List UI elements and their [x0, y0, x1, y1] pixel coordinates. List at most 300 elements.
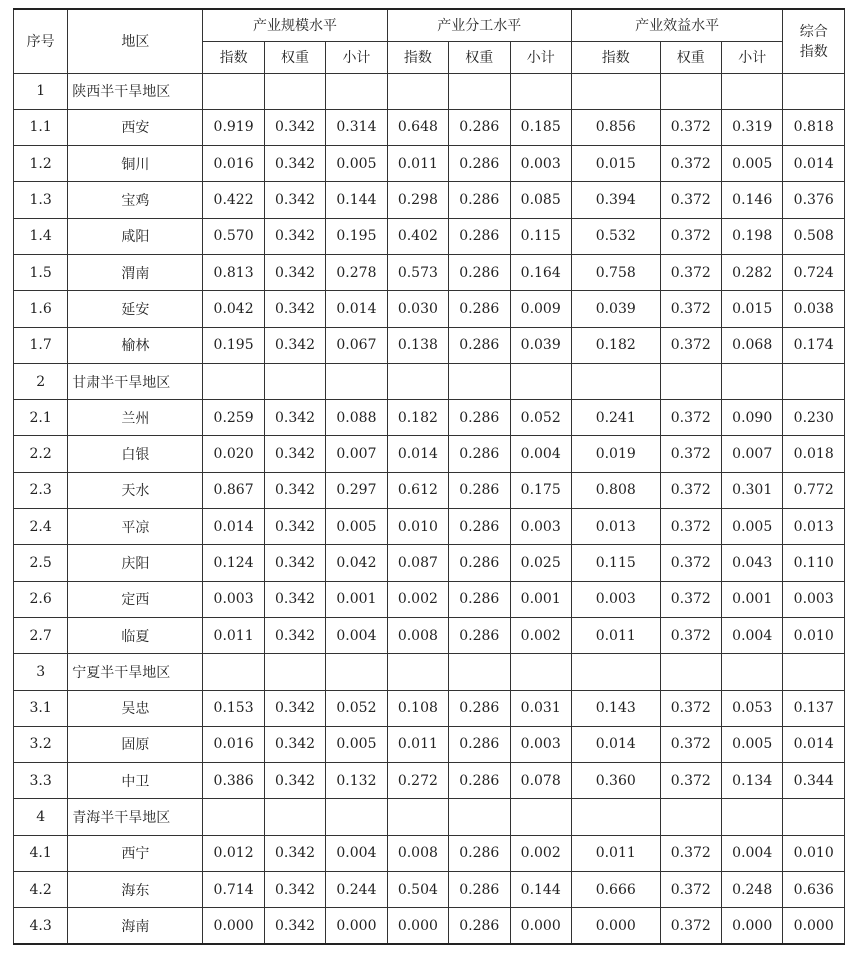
empty-cell — [264, 363, 325, 399]
city-name: 宝鸡 — [68, 182, 203, 218]
value-cell: 0.504 — [387, 872, 448, 908]
value-cell: 0.182 — [387, 400, 448, 436]
value-cell: 0.015 — [722, 291, 783, 327]
value-cell: 0.001 — [326, 581, 387, 617]
row-seq: 4.2 — [14, 872, 68, 908]
value-cell: 0.005 — [722, 726, 783, 762]
region-row — [14, 73, 845, 109]
value-cell: 0.124 — [203, 545, 264, 581]
value-cell: 0.000 — [203, 908, 264, 944]
row-seq: 3 — [14, 654, 68, 690]
value-cell: 0.342 — [264, 545, 325, 581]
table-row — [14, 835, 845, 871]
value-cell: 0.005 — [326, 146, 387, 182]
value-cell: 0.612 — [387, 472, 448, 508]
value-cell: 0.088 — [326, 400, 387, 436]
value-cell: 0.008 — [387, 617, 448, 653]
value-cell: 0.004 — [722, 835, 783, 871]
city-name: 中卫 — [68, 763, 203, 799]
value-cell: 0.067 — [326, 327, 387, 363]
value-cell: 0.011 — [571, 617, 660, 653]
value-cell: 0.007 — [722, 436, 783, 472]
city-name: 吴忠 — [68, 690, 203, 726]
value-cell: 0.039 — [510, 327, 571, 363]
value-cell: 0.003 — [510, 509, 571, 545]
value-cell: 0.272 — [387, 763, 448, 799]
value-cell: 0.115 — [510, 218, 571, 254]
row-seq: 1.6 — [14, 291, 68, 327]
value-cell: 0.010 — [783, 617, 845, 653]
city-name: 平凉 — [68, 509, 203, 545]
empty-cell — [571, 654, 660, 690]
header-group-division: 产业分工水平 — [387, 9, 571, 41]
empty-cell — [264, 654, 325, 690]
subheader-subtotal: 小计 — [722, 41, 783, 73]
table-row — [14, 254, 845, 290]
header-composite-line1: 综合 — [799, 24, 828, 41]
value-cell: 0.286 — [449, 690, 510, 726]
value-cell: 0.286 — [449, 908, 510, 944]
value-cell: 0.259 — [203, 400, 264, 436]
empty-cell — [660, 654, 721, 690]
empty-cell — [203, 73, 264, 109]
value-cell: 0.342 — [264, 291, 325, 327]
value-cell: 0.013 — [783, 509, 845, 545]
value-cell: 0.038 — [783, 291, 845, 327]
value-cell: 0.666 — [571, 872, 660, 908]
value-cell: 0.570 — [203, 218, 264, 254]
value-cell: 0.286 — [449, 509, 510, 545]
value-cell: 0.007 — [326, 436, 387, 472]
empty-cell — [387, 73, 448, 109]
value-cell: 0.043 — [722, 545, 783, 581]
value-cell: 0.012 — [203, 835, 264, 871]
header-group-scale: 产业规模水平 — [203, 9, 387, 41]
value-cell: 0.003 — [203, 581, 264, 617]
empty-cell — [722, 654, 783, 690]
row-seq: 4.3 — [14, 908, 68, 944]
value-cell: 0.002 — [387, 581, 448, 617]
value-cell: 0.286 — [449, 400, 510, 436]
value-cell: 0.724 — [783, 254, 845, 290]
value-cell: 0.000 — [722, 908, 783, 944]
value-cell: 0.011 — [203, 617, 264, 653]
value-cell: 0.182 — [571, 327, 660, 363]
value-cell: 0.342 — [264, 218, 325, 254]
value-cell: 0.248 — [722, 872, 783, 908]
value-cell: 0.004 — [722, 617, 783, 653]
value-cell: 0.508 — [783, 218, 845, 254]
value-cell: 0.372 — [660, 146, 721, 182]
row-seq: 4.1 — [14, 835, 68, 871]
empty-cell — [510, 654, 571, 690]
value-cell: 0.286 — [449, 218, 510, 254]
empty-cell — [449, 363, 510, 399]
empty-cell — [449, 799, 510, 835]
value-cell: 0.011 — [387, 146, 448, 182]
value-cell: 0.005 — [722, 509, 783, 545]
table-row — [14, 908, 845, 944]
row-seq: 2.1 — [14, 400, 68, 436]
row-seq: 3.2 — [14, 726, 68, 762]
value-cell: 0.078 — [510, 763, 571, 799]
row-seq: 1.4 — [14, 218, 68, 254]
value-cell: 0.108 — [387, 690, 448, 726]
value-cell: 0.134 — [722, 763, 783, 799]
value-cell: 0.342 — [264, 436, 325, 472]
value-cell: 0.146 — [722, 182, 783, 218]
table-row — [14, 690, 845, 726]
value-cell: 0.144 — [510, 872, 571, 908]
value-cell: 0.342 — [264, 872, 325, 908]
value-cell: 0.372 — [660, 182, 721, 218]
value-cell: 0.372 — [660, 254, 721, 290]
empty-cell — [326, 799, 387, 835]
value-cell: 0.344 — [783, 763, 845, 799]
value-cell: 0.286 — [449, 617, 510, 653]
value-cell: 0.004 — [510, 436, 571, 472]
table-row — [14, 763, 845, 799]
data-table — [13, 8, 845, 945]
value-cell: 0.018 — [783, 436, 845, 472]
value-cell: 0.000 — [510, 908, 571, 944]
empty-cell — [783, 799, 845, 835]
table-row — [14, 182, 845, 218]
value-cell: 0.090 — [722, 400, 783, 436]
table-row — [14, 146, 845, 182]
value-cell: 0.153 — [203, 690, 264, 726]
value-cell: 0.002 — [510, 835, 571, 871]
value-cell: 0.030 — [387, 291, 448, 327]
table-body — [14, 73, 845, 944]
empty-cell — [783, 73, 845, 109]
region-name: 青海半干旱地区 — [68, 799, 203, 835]
value-cell: 0.003 — [510, 726, 571, 762]
empty-cell — [783, 363, 845, 399]
value-cell: 0.342 — [264, 726, 325, 762]
value-cell: 0.372 — [660, 109, 721, 145]
table-header — [14, 9, 845, 73]
empty-cell — [387, 799, 448, 835]
value-cell: 0.014 — [571, 726, 660, 762]
value-cell: 0.000 — [783, 908, 845, 944]
value-cell: 0.286 — [449, 726, 510, 762]
table-row — [14, 472, 845, 508]
value-cell: 0.342 — [264, 146, 325, 182]
header-seq: 序号 — [14, 9, 68, 73]
empty-cell — [326, 73, 387, 109]
empty-cell — [449, 654, 510, 690]
city-name: 定西 — [68, 581, 203, 617]
value-cell: 0.039 — [571, 291, 660, 327]
value-cell: 0.004 — [326, 617, 387, 653]
row-seq: 1.7 — [14, 327, 68, 363]
value-cell: 0.016 — [203, 146, 264, 182]
value-cell: 0.085 — [510, 182, 571, 218]
value-cell: 0.014 — [783, 726, 845, 762]
value-cell: 0.386 — [203, 763, 264, 799]
value-cell: 0.372 — [660, 327, 721, 363]
value-cell: 0.053 — [722, 690, 783, 726]
row-seq: 3.3 — [14, 763, 68, 799]
empty-cell — [264, 799, 325, 835]
value-cell: 0.005 — [326, 509, 387, 545]
value-cell: 0.372 — [660, 545, 721, 581]
row-seq: 2.5 — [14, 545, 68, 581]
value-cell: 0.342 — [264, 182, 325, 218]
value-cell: 0.867 — [203, 472, 264, 508]
row-seq: 2 — [14, 363, 68, 399]
empty-cell — [387, 654, 448, 690]
region-row — [14, 654, 845, 690]
value-cell: 0.011 — [387, 726, 448, 762]
city-name: 庆阳 — [68, 545, 203, 581]
table-row — [14, 218, 845, 254]
value-cell: 0.000 — [387, 908, 448, 944]
row-seq: 2.6 — [14, 581, 68, 617]
empty-cell — [387, 363, 448, 399]
empty-cell — [660, 799, 721, 835]
value-cell: 0.195 — [203, 327, 264, 363]
value-cell: 0.342 — [264, 908, 325, 944]
value-cell: 0.342 — [264, 254, 325, 290]
value-cell: 0.394 — [571, 182, 660, 218]
value-cell: 0.011 — [571, 835, 660, 871]
value-cell: 0.856 — [571, 109, 660, 145]
city-name: 兰州 — [68, 400, 203, 436]
value-cell: 0.808 — [571, 472, 660, 508]
value-cell: 0.342 — [264, 835, 325, 871]
value-cell: 0.372 — [660, 690, 721, 726]
value-cell: 0.286 — [449, 146, 510, 182]
value-cell: 0.319 — [722, 109, 783, 145]
value-cell: 0.014 — [783, 146, 845, 182]
value-cell: 0.648 — [387, 109, 448, 145]
value-cell: 0.003 — [510, 146, 571, 182]
city-name: 咸阳 — [68, 218, 203, 254]
value-cell: 0.298 — [387, 182, 448, 218]
value-cell: 0.372 — [660, 291, 721, 327]
value-cell: 0.000 — [571, 908, 660, 944]
value-cell: 0.286 — [449, 254, 510, 290]
table-row — [14, 291, 845, 327]
value-cell: 0.282 — [722, 254, 783, 290]
empty-cell — [449, 73, 510, 109]
empty-cell — [722, 799, 783, 835]
value-cell: 0.087 — [387, 545, 448, 581]
table-row — [14, 436, 845, 472]
table-row — [14, 726, 845, 762]
value-cell: 0.372 — [660, 218, 721, 254]
region-row — [14, 799, 845, 835]
value-cell: 0.314 — [326, 109, 387, 145]
value-cell: 0.244 — [326, 872, 387, 908]
empty-cell — [510, 799, 571, 835]
value-cell: 0.286 — [449, 581, 510, 617]
value-cell: 0.372 — [660, 472, 721, 508]
value-cell: 0.014 — [326, 291, 387, 327]
row-seq: 3.1 — [14, 690, 68, 726]
value-cell: 0.185 — [510, 109, 571, 145]
region-name: 宁夏半干旱地区 — [68, 654, 203, 690]
empty-cell — [722, 73, 783, 109]
city-name: 白银 — [68, 436, 203, 472]
value-cell: 0.714 — [203, 872, 264, 908]
value-cell: 0.020 — [203, 436, 264, 472]
header-composite-line2: 指数 — [799, 44, 828, 61]
row-seq: 2.2 — [14, 436, 68, 472]
value-cell: 0.052 — [510, 400, 571, 436]
value-cell: 0.042 — [326, 545, 387, 581]
value-cell: 0.919 — [203, 109, 264, 145]
empty-cell — [264, 73, 325, 109]
header-group-benefit: 产业效益水平 — [571, 9, 783, 41]
value-cell: 0.372 — [660, 726, 721, 762]
value-cell: 0.286 — [449, 436, 510, 472]
value-cell: 0.278 — [326, 254, 387, 290]
city-name: 西安 — [68, 109, 203, 145]
value-cell: 0.402 — [387, 218, 448, 254]
value-cell: 0.005 — [326, 726, 387, 762]
value-cell: 0.003 — [571, 581, 660, 617]
value-cell: 0.025 — [510, 545, 571, 581]
subheader-weight: 权重 — [660, 41, 721, 73]
subheader-index: 指数 — [387, 41, 448, 73]
row-seq: 4 — [14, 799, 68, 835]
city-name: 延安 — [68, 291, 203, 327]
value-cell: 0.014 — [203, 509, 264, 545]
subheader-weight: 权重 — [449, 41, 510, 73]
subheader-subtotal: 小计 — [326, 41, 387, 73]
value-cell: 0.286 — [449, 109, 510, 145]
value-cell: 0.636 — [783, 872, 845, 908]
value-cell: 0.013 — [571, 509, 660, 545]
value-cell: 0.286 — [449, 182, 510, 218]
value-cell: 0.342 — [264, 763, 325, 799]
value-cell: 0.132 — [326, 763, 387, 799]
empty-cell — [660, 363, 721, 399]
value-cell: 0.000 — [326, 908, 387, 944]
value-cell: 0.110 — [783, 545, 845, 581]
value-cell: 0.342 — [264, 472, 325, 508]
value-cell: 0.372 — [660, 763, 721, 799]
value-cell: 0.164 — [510, 254, 571, 290]
city-name: 海南 — [68, 908, 203, 944]
row-seq: 1.3 — [14, 182, 68, 218]
value-cell: 0.422 — [203, 182, 264, 218]
value-cell: 0.143 — [571, 690, 660, 726]
value-cell: 0.372 — [660, 908, 721, 944]
value-cell: 0.532 — [571, 218, 660, 254]
row-seq: 2.4 — [14, 509, 68, 545]
city-name: 固原 — [68, 726, 203, 762]
city-name: 西宁 — [68, 835, 203, 871]
empty-cell — [722, 363, 783, 399]
value-cell: 0.342 — [264, 400, 325, 436]
subheader-index: 指数 — [571, 41, 660, 73]
subheader-subtotal: 小计 — [510, 41, 571, 73]
row-seq: 2.7 — [14, 617, 68, 653]
value-cell: 0.372 — [660, 617, 721, 653]
value-cell: 0.301 — [722, 472, 783, 508]
table-row — [14, 509, 845, 545]
value-cell: 0.372 — [660, 872, 721, 908]
empty-cell — [571, 799, 660, 835]
header-composite — [783, 9, 845, 73]
value-cell: 0.342 — [264, 327, 325, 363]
value-cell: 0.042 — [203, 291, 264, 327]
value-cell: 0.286 — [449, 327, 510, 363]
value-cell: 0.372 — [660, 581, 721, 617]
value-cell: 0.230 — [783, 400, 845, 436]
empty-cell — [326, 363, 387, 399]
value-cell: 0.031 — [510, 690, 571, 726]
value-cell: 0.005 — [722, 146, 783, 182]
value-cell: 0.138 — [387, 327, 448, 363]
value-cell: 0.818 — [783, 109, 845, 145]
value-cell: 0.002 — [510, 617, 571, 653]
value-cell: 0.286 — [449, 291, 510, 327]
value-cell: 0.052 — [326, 690, 387, 726]
header-region: 地区 — [68, 9, 203, 73]
row-seq: 2.3 — [14, 472, 68, 508]
value-cell: 0.372 — [660, 400, 721, 436]
table-row — [14, 872, 845, 908]
city-name: 榆林 — [68, 327, 203, 363]
empty-cell — [203, 799, 264, 835]
region-name: 陕西半干旱地区 — [68, 73, 203, 109]
value-cell: 0.010 — [783, 835, 845, 871]
value-cell: 0.137 — [783, 690, 845, 726]
value-cell: 0.342 — [264, 690, 325, 726]
value-cell: 0.015 — [571, 146, 660, 182]
table-row — [14, 400, 845, 436]
value-cell: 0.372 — [660, 436, 721, 472]
empty-cell — [510, 363, 571, 399]
value-cell: 0.003 — [783, 581, 845, 617]
value-cell: 0.360 — [571, 763, 660, 799]
value-cell: 0.372 — [660, 509, 721, 545]
value-cell: 0.286 — [449, 872, 510, 908]
value-cell: 0.241 — [571, 400, 660, 436]
table-row — [14, 617, 845, 653]
city-name: 渭南 — [68, 254, 203, 290]
empty-cell — [326, 654, 387, 690]
value-cell: 0.297 — [326, 472, 387, 508]
value-cell: 0.001 — [722, 581, 783, 617]
value-cell: 0.009 — [510, 291, 571, 327]
value-cell: 0.004 — [326, 835, 387, 871]
empty-cell — [571, 363, 660, 399]
value-cell: 0.372 — [660, 835, 721, 871]
value-cell: 0.019 — [571, 436, 660, 472]
value-cell: 0.195 — [326, 218, 387, 254]
table-row — [14, 581, 845, 617]
value-cell: 0.175 — [510, 472, 571, 508]
value-cell: 0.286 — [449, 835, 510, 871]
value-cell: 0.286 — [449, 545, 510, 581]
region-row — [14, 363, 845, 399]
value-cell: 0.001 — [510, 581, 571, 617]
value-cell: 0.008 — [387, 835, 448, 871]
value-cell: 0.144 — [326, 182, 387, 218]
row-seq: 1.5 — [14, 254, 68, 290]
value-cell: 0.342 — [264, 617, 325, 653]
value-cell: 0.016 — [203, 726, 264, 762]
value-cell: 0.813 — [203, 254, 264, 290]
row-seq: 1 — [14, 73, 68, 109]
empty-cell — [783, 654, 845, 690]
